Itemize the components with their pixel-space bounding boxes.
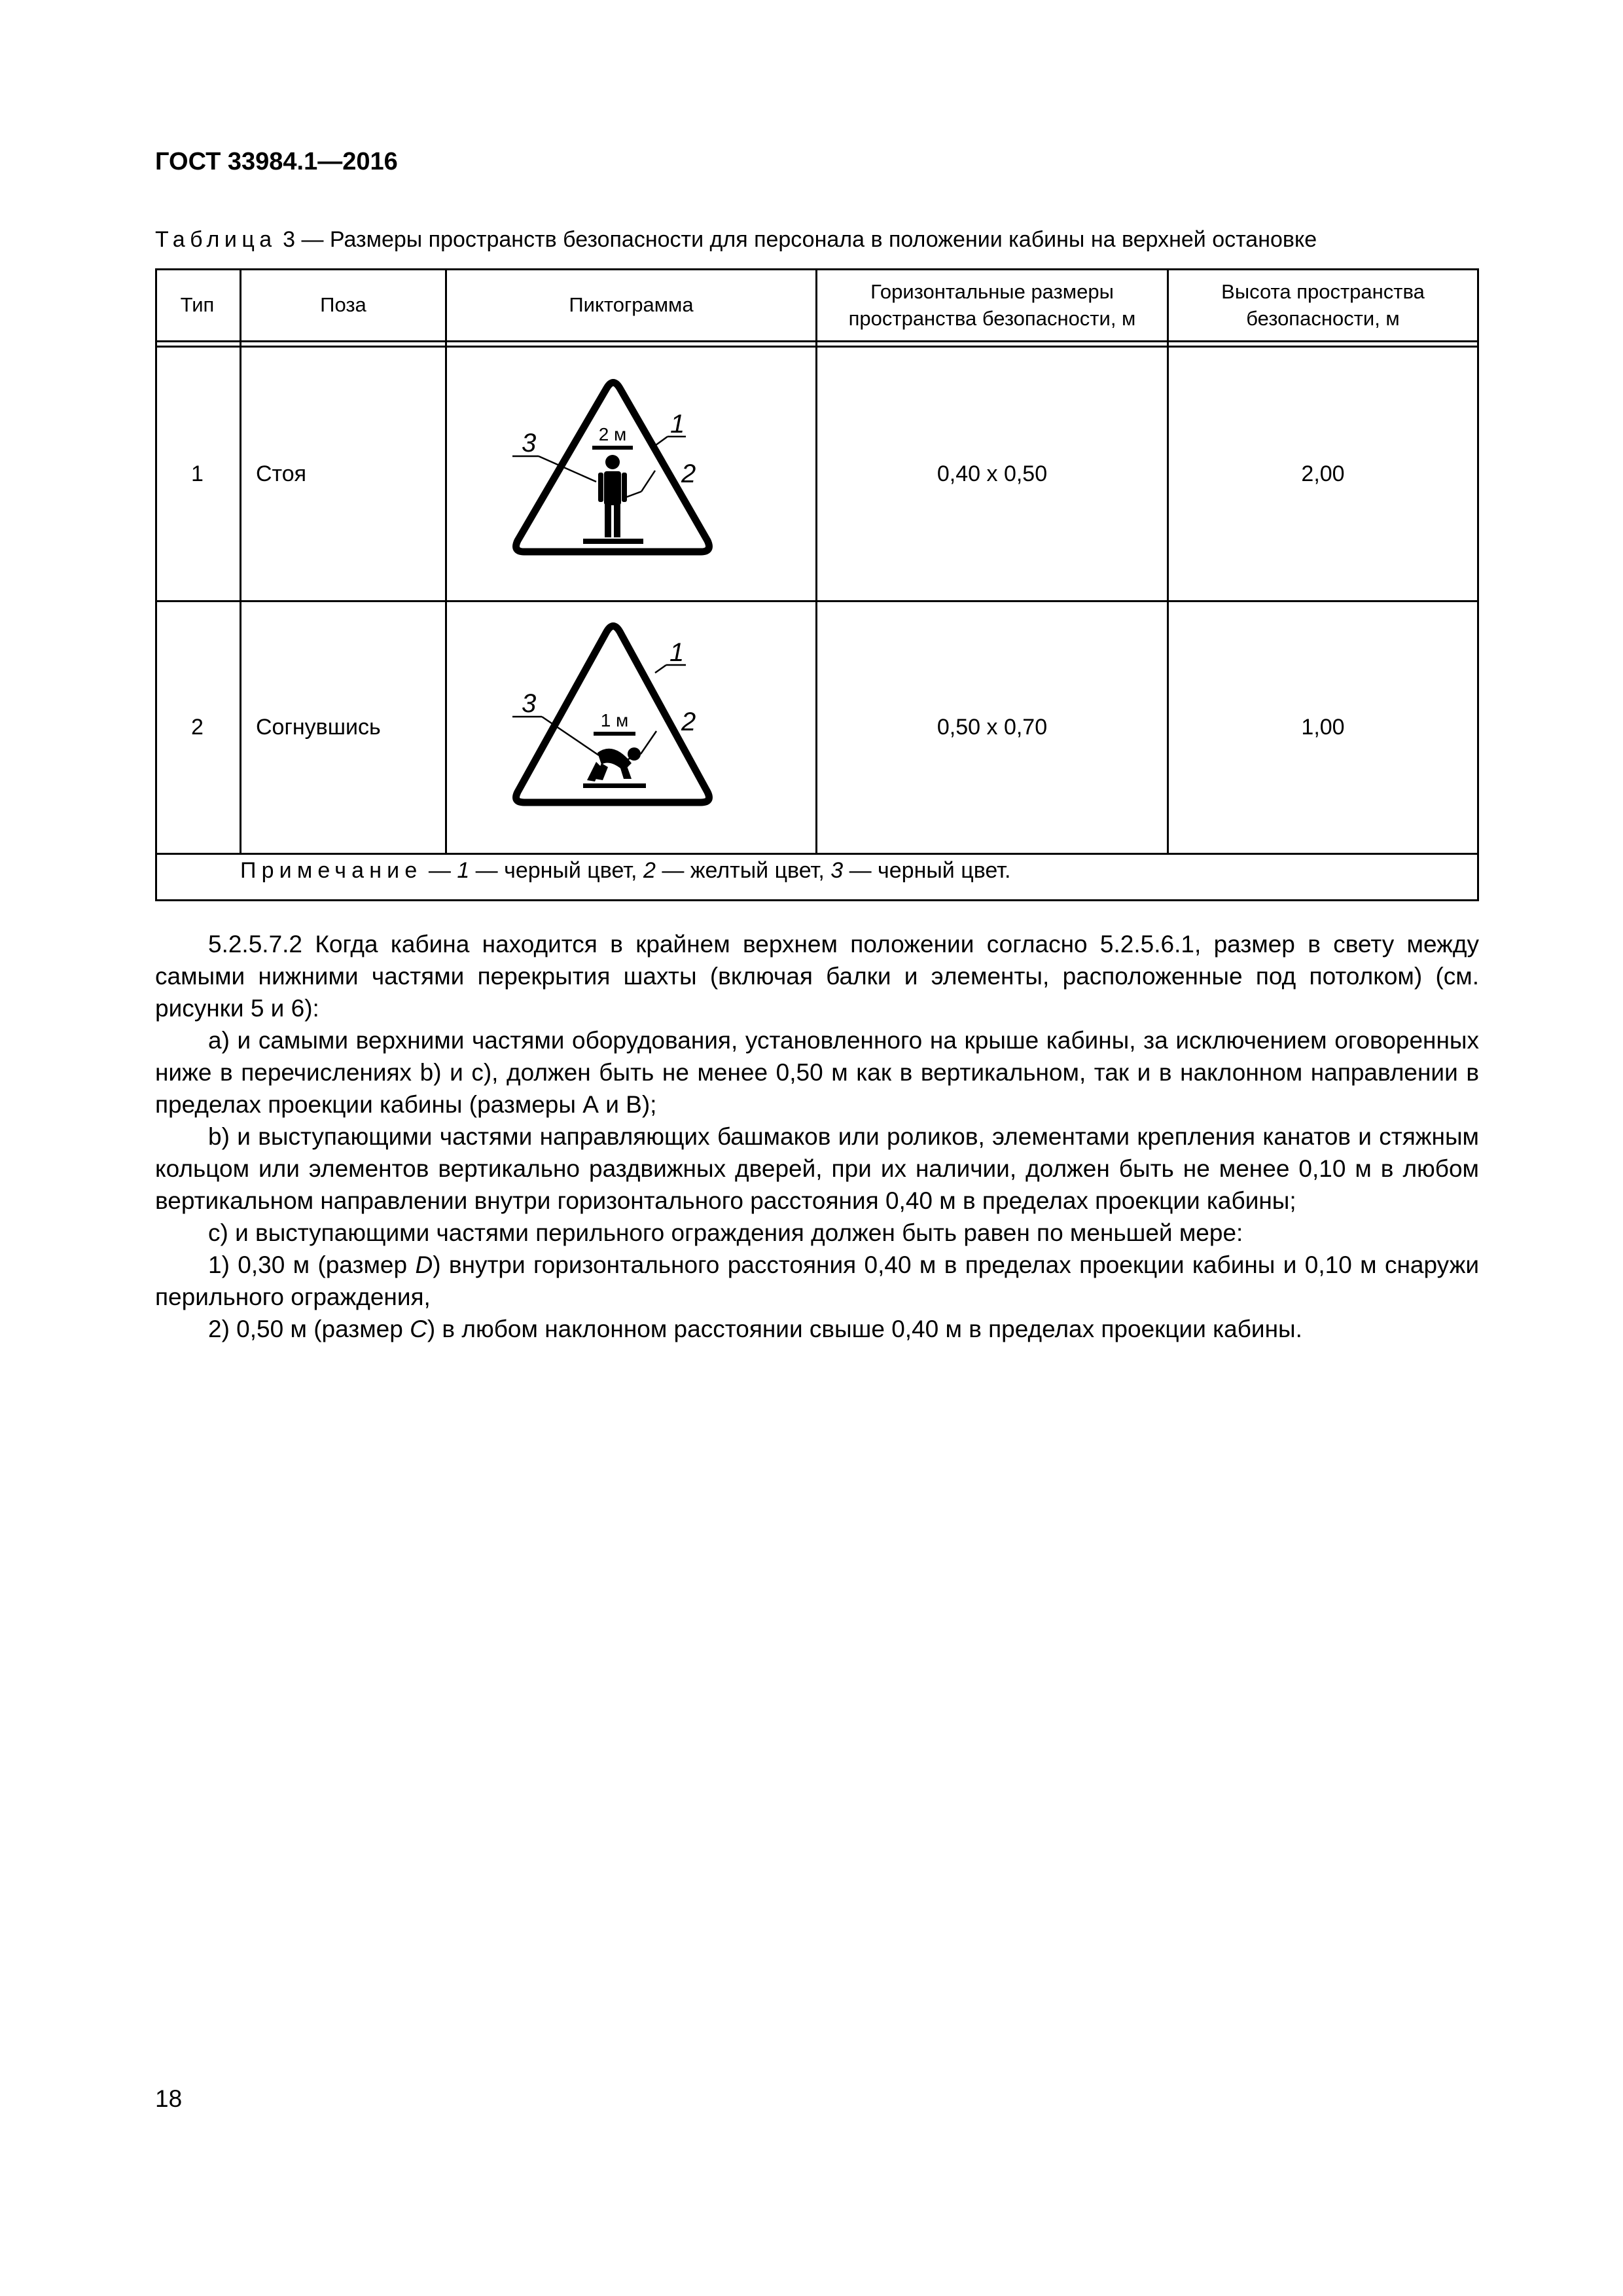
note-item-2-text: — желтый цвет,	[655, 858, 831, 883]
row2-pictogram-label: 1 м	[600, 710, 629, 730]
table-caption	[155, 227, 1317, 253]
note-item-1-number: 1	[457, 858, 470, 883]
dimension-d: D	[415, 1251, 433, 1278]
ceiling-line	[594, 732, 635, 736]
row1-height: 2,00	[1301, 461, 1345, 486]
floor-line	[583, 783, 646, 788]
clause-item-c-1-start: 1) 0,30 м (размер	[208, 1251, 416, 1278]
row2-type: 2	[191, 715, 204, 740]
ceiling-line	[592, 446, 633, 450]
row1-pose: Стоя	[256, 461, 307, 486]
callout-1-label: 1	[669, 638, 685, 667]
body-text	[155, 928, 1479, 1345]
clause-item-c-2-end: ) в любом наклонном расстоянии свыше 0,40 м в пределах проекции кабины.	[427, 1316, 1302, 1342]
clause-5-2-5-7-2: 5.2.5.7.2 Когда кабина находится в крайнем верхнем положении согласно 5.2.5.6.1, размер в свету между самыми нижними частями перекрытия шахты (включая балки и элементы, расположенные под потолком) (см. рисунки 5 и 6):	[155, 931, 1479, 1022]
column-header-horizontal-line1: Горизонтальные размеры	[870, 279, 1114, 303]
clause-item-c-2	[155, 1313, 1479, 1345]
clause-item-b: b) и выступающими частями направляющих башмаков или роликов, элементами крепления канатов и стяжным кольцом или элементов вертикально раздвижных дверей, при их наличии, должен быть не менее 0,10 м в любом вертикальном направлении внутри горизонтального расстояния 0,40 м в пределах проекции кабины;	[155, 1123, 1479, 1214]
row1-pictogram-label: 2 м	[598, 424, 627, 444]
callout-3-label: 3	[522, 689, 537, 718]
column-header-horizontal	[817, 270, 1167, 340]
callout-1-leader	[653, 437, 668, 447]
table-note	[240, 858, 1010, 884]
table-border-bottom	[155, 899, 1479, 901]
callout-2-label: 2	[681, 708, 696, 736]
note-dash: —	[422, 858, 457, 883]
table-caption-text: 3 — Размеры пространств безопасности для персонала в положении кабины на верхней остановке	[283, 227, 1317, 252]
page-number: 18	[155, 2085, 183, 2112]
clause-item-c-1-end: ) внутри горизонтального расстояния 0,40 м в пределах проекции кабины и 0,10 м снаружи перильного ограждения,	[155, 1251, 1479, 1310]
column-header-type: Тип	[180, 293, 215, 317]
callout-2-label: 2	[681, 459, 696, 488]
column-header-height-line2: безопасности, м	[1246, 306, 1400, 330]
row2-pose: Согнувшись	[256, 715, 381, 740]
safety-space-table	[155, 268, 1479, 901]
note-item-3-text: — черный цвет.	[843, 858, 1011, 883]
row1-type: 1	[191, 461, 204, 486]
row2-horizontal: 0,50 х 0,70	[936, 715, 1048, 740]
note-label: Примечание	[240, 858, 423, 883]
clause-item-c-2-start: 2) 0,50 м (размер	[208, 1316, 410, 1342]
column-header-height-line1: Высота пространства	[1221, 279, 1425, 303]
table-border-right	[1477, 268, 1479, 901]
callout-3-label: 3	[522, 429, 537, 457]
document-header: ГОСТ 33984.1—2016	[155, 148, 398, 175]
clause-item-c: с) и выступающими частями перильного ограждения должен быть равен по меньшей мере:	[208, 1219, 1243, 1246]
column-header-pictogram: Пиктограмма	[569, 293, 694, 317]
clause-item-c-1	[155, 1249, 1479, 1313]
dimension-c: С	[410, 1316, 427, 1342]
note-item-1-text: — черный цвет,	[469, 858, 643, 883]
callout-1-leader	[655, 665, 666, 673]
callout-1-label: 1	[670, 410, 685, 439]
column-header-pose: Поза	[320, 293, 366, 317]
standing-person-pictogram	[447, 348, 815, 600]
column-header-height	[1169, 270, 1477, 340]
table-caption-label: Таблица	[155, 227, 277, 252]
bent-person-pictogram	[447, 602, 815, 853]
note-item-3-number: 3	[830, 858, 844, 883]
note-item-2-number: 2	[643, 858, 656, 883]
row1-horizontal: 0,40 х 0,50	[936, 461, 1048, 486]
row2-height: 1,00	[1301, 715, 1345, 740]
column-header-horizontal-line2: пространства безопасности, м	[848, 306, 1136, 330]
clause-item-a: а) и самыми верхними частями оборудования, установленного на крыше кабины, за исключением оговоренных ниже в перечислениях b) и с), должен быть не менее 0,50 м как в вертикальном, так и в наклонном направлении в пределах проекции кабины (размеры А и В);	[155, 1027, 1479, 1118]
floor-line	[583, 539, 643, 544]
